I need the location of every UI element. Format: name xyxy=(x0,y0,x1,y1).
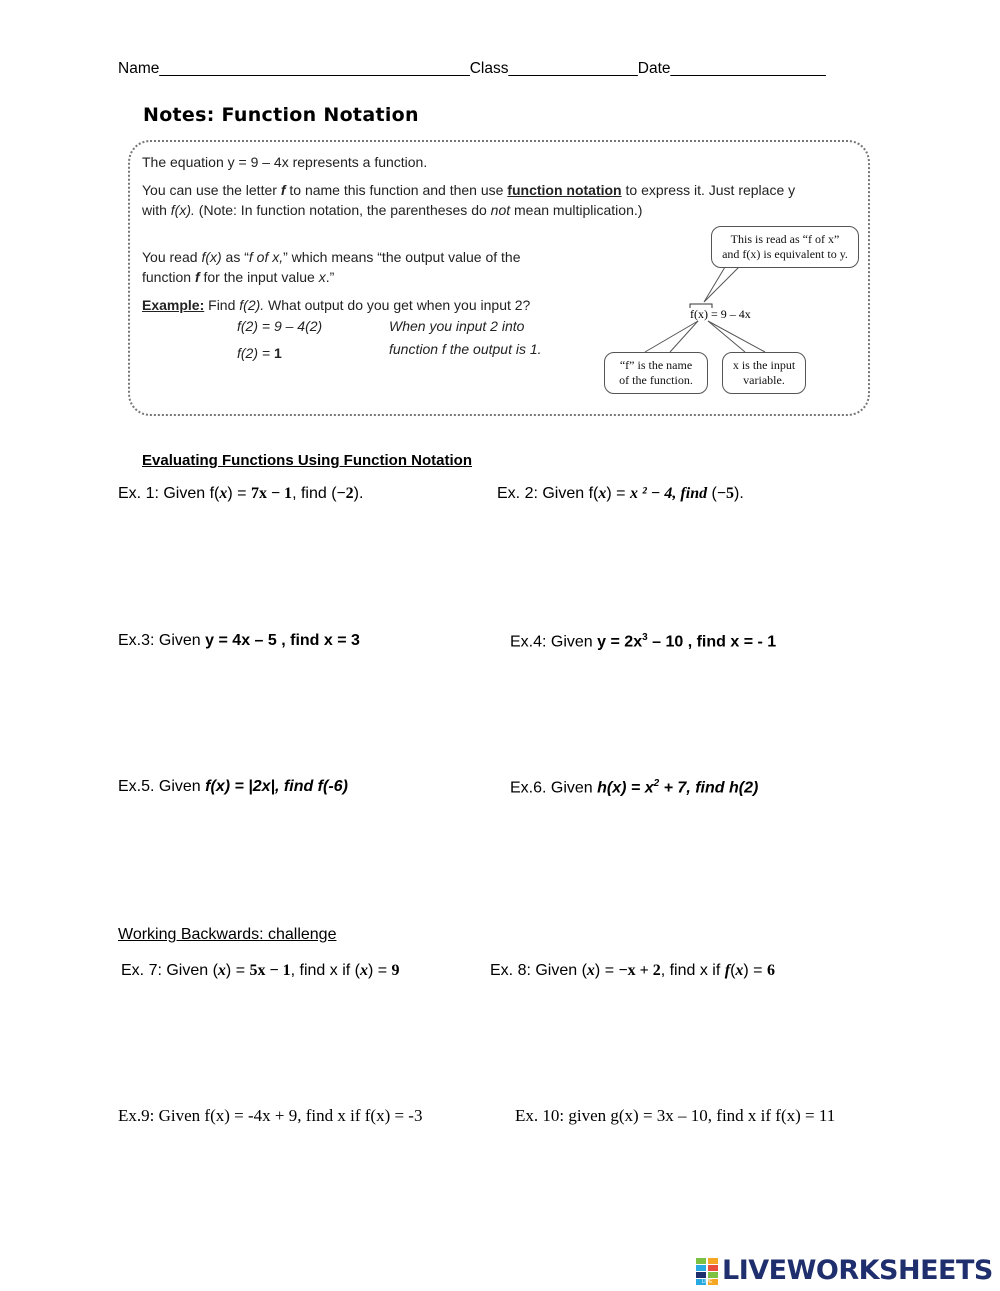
example-step-1: f(2) = 9 – 4(2) xyxy=(237,318,323,334)
exercise-1: Ex. 1: Given f(x) = 7x − 1, find (−2). xyxy=(118,485,364,502)
diagram-equation: f(x) = 9 – 4x xyxy=(690,307,751,321)
right-callout-connector xyxy=(708,321,745,352)
exercise-9: Ex.9: Given f(x) = -4x + 9, find x if f(x) = -3 xyxy=(118,1106,423,1125)
exercise-7: Ex. 7: Given (x) = 5x − 1, find x if (x) = 9 xyxy=(121,962,400,979)
example-note-2: function f the output is 1. xyxy=(389,341,542,357)
class-label: Class xyxy=(469,60,509,77)
example-note-1: When you input 2 into xyxy=(389,318,525,334)
function-notation-term: function notation xyxy=(507,182,622,198)
left-callout-connector-2 xyxy=(670,321,698,352)
notes-title: Notes: Function Notation xyxy=(143,104,419,126)
name-label: Name xyxy=(118,60,160,77)
top-callout-pointer xyxy=(704,262,744,302)
notes-line-3: with f(x). (Note: In function notation, the parentheses do not mean multiplication.) xyxy=(142,202,643,218)
left-callout: “f” is the name of the function. xyxy=(604,352,708,394)
example-step-2: f(2) = 1 xyxy=(237,345,282,361)
liveworksheets-logo-icon xyxy=(696,1258,720,1286)
exercise-2: Ex. 2: Given f(x) = x ² − 4, find (−5). xyxy=(497,485,744,502)
class-field[interactable]: _______________ xyxy=(508,60,638,77)
logo-letters: LIVE xyxy=(701,1279,713,1285)
exercise-8: Ex. 8: Given (x) = −x + 2, find x if f(x) = 6 xyxy=(490,962,775,979)
notes-read-2: function f for the input value x.” xyxy=(142,269,335,285)
notes-read-1: You read f(x) as “f of x,” which means “the output value of the xyxy=(142,249,521,265)
right-callout-connector-2 xyxy=(708,321,765,352)
exercise-4: Ex.4: Given $y = 2x^3 - 10$ , find x = - 1 xyxy=(510,632,777,651)
name-field[interactable]: ____________________________________ xyxy=(159,60,470,77)
exercise-3: Ex.3: Given y = 4x – 5 , find x = 3 xyxy=(118,632,360,649)
exercise-10: Ex. 10: given g(x) = 3x – 10, find x if f(x) = 11 xyxy=(515,1106,836,1125)
liveworksheets-logo-text[interactable]: LIVEWORKSHEETS xyxy=(722,1255,993,1286)
right-callout: x is the input variable. xyxy=(722,352,806,394)
left-callout-connector xyxy=(645,321,698,352)
exercise-6: Ex.6. Given $h(x) = x^2 + 7$, find h(2) xyxy=(510,778,759,797)
section-backwards-title: Working Backwards: challenge xyxy=(118,926,337,943)
notes-line-1: The equation y = 9 – 4x represents a function. xyxy=(142,154,428,170)
section-evaluating-title: Evaluating Functions Using Function Notation xyxy=(142,452,472,469)
top-callout: This is read as “f of x” and f(x) is equivalent to y. xyxy=(711,226,859,268)
notes-example: Example: Find f(2). What output do you get when you input 2? xyxy=(142,297,531,313)
exercise-5: Ex.5. Given f(x) = |2x|, find f(-6) xyxy=(118,778,348,795)
notes-line-2: You can use the letter f to name this function and then use function notation to express it. Just replace y xyxy=(142,182,796,198)
date-field[interactable]: __________________ xyxy=(670,60,826,77)
date-label: Date xyxy=(637,60,671,77)
example-label: Example: xyxy=(142,297,205,313)
